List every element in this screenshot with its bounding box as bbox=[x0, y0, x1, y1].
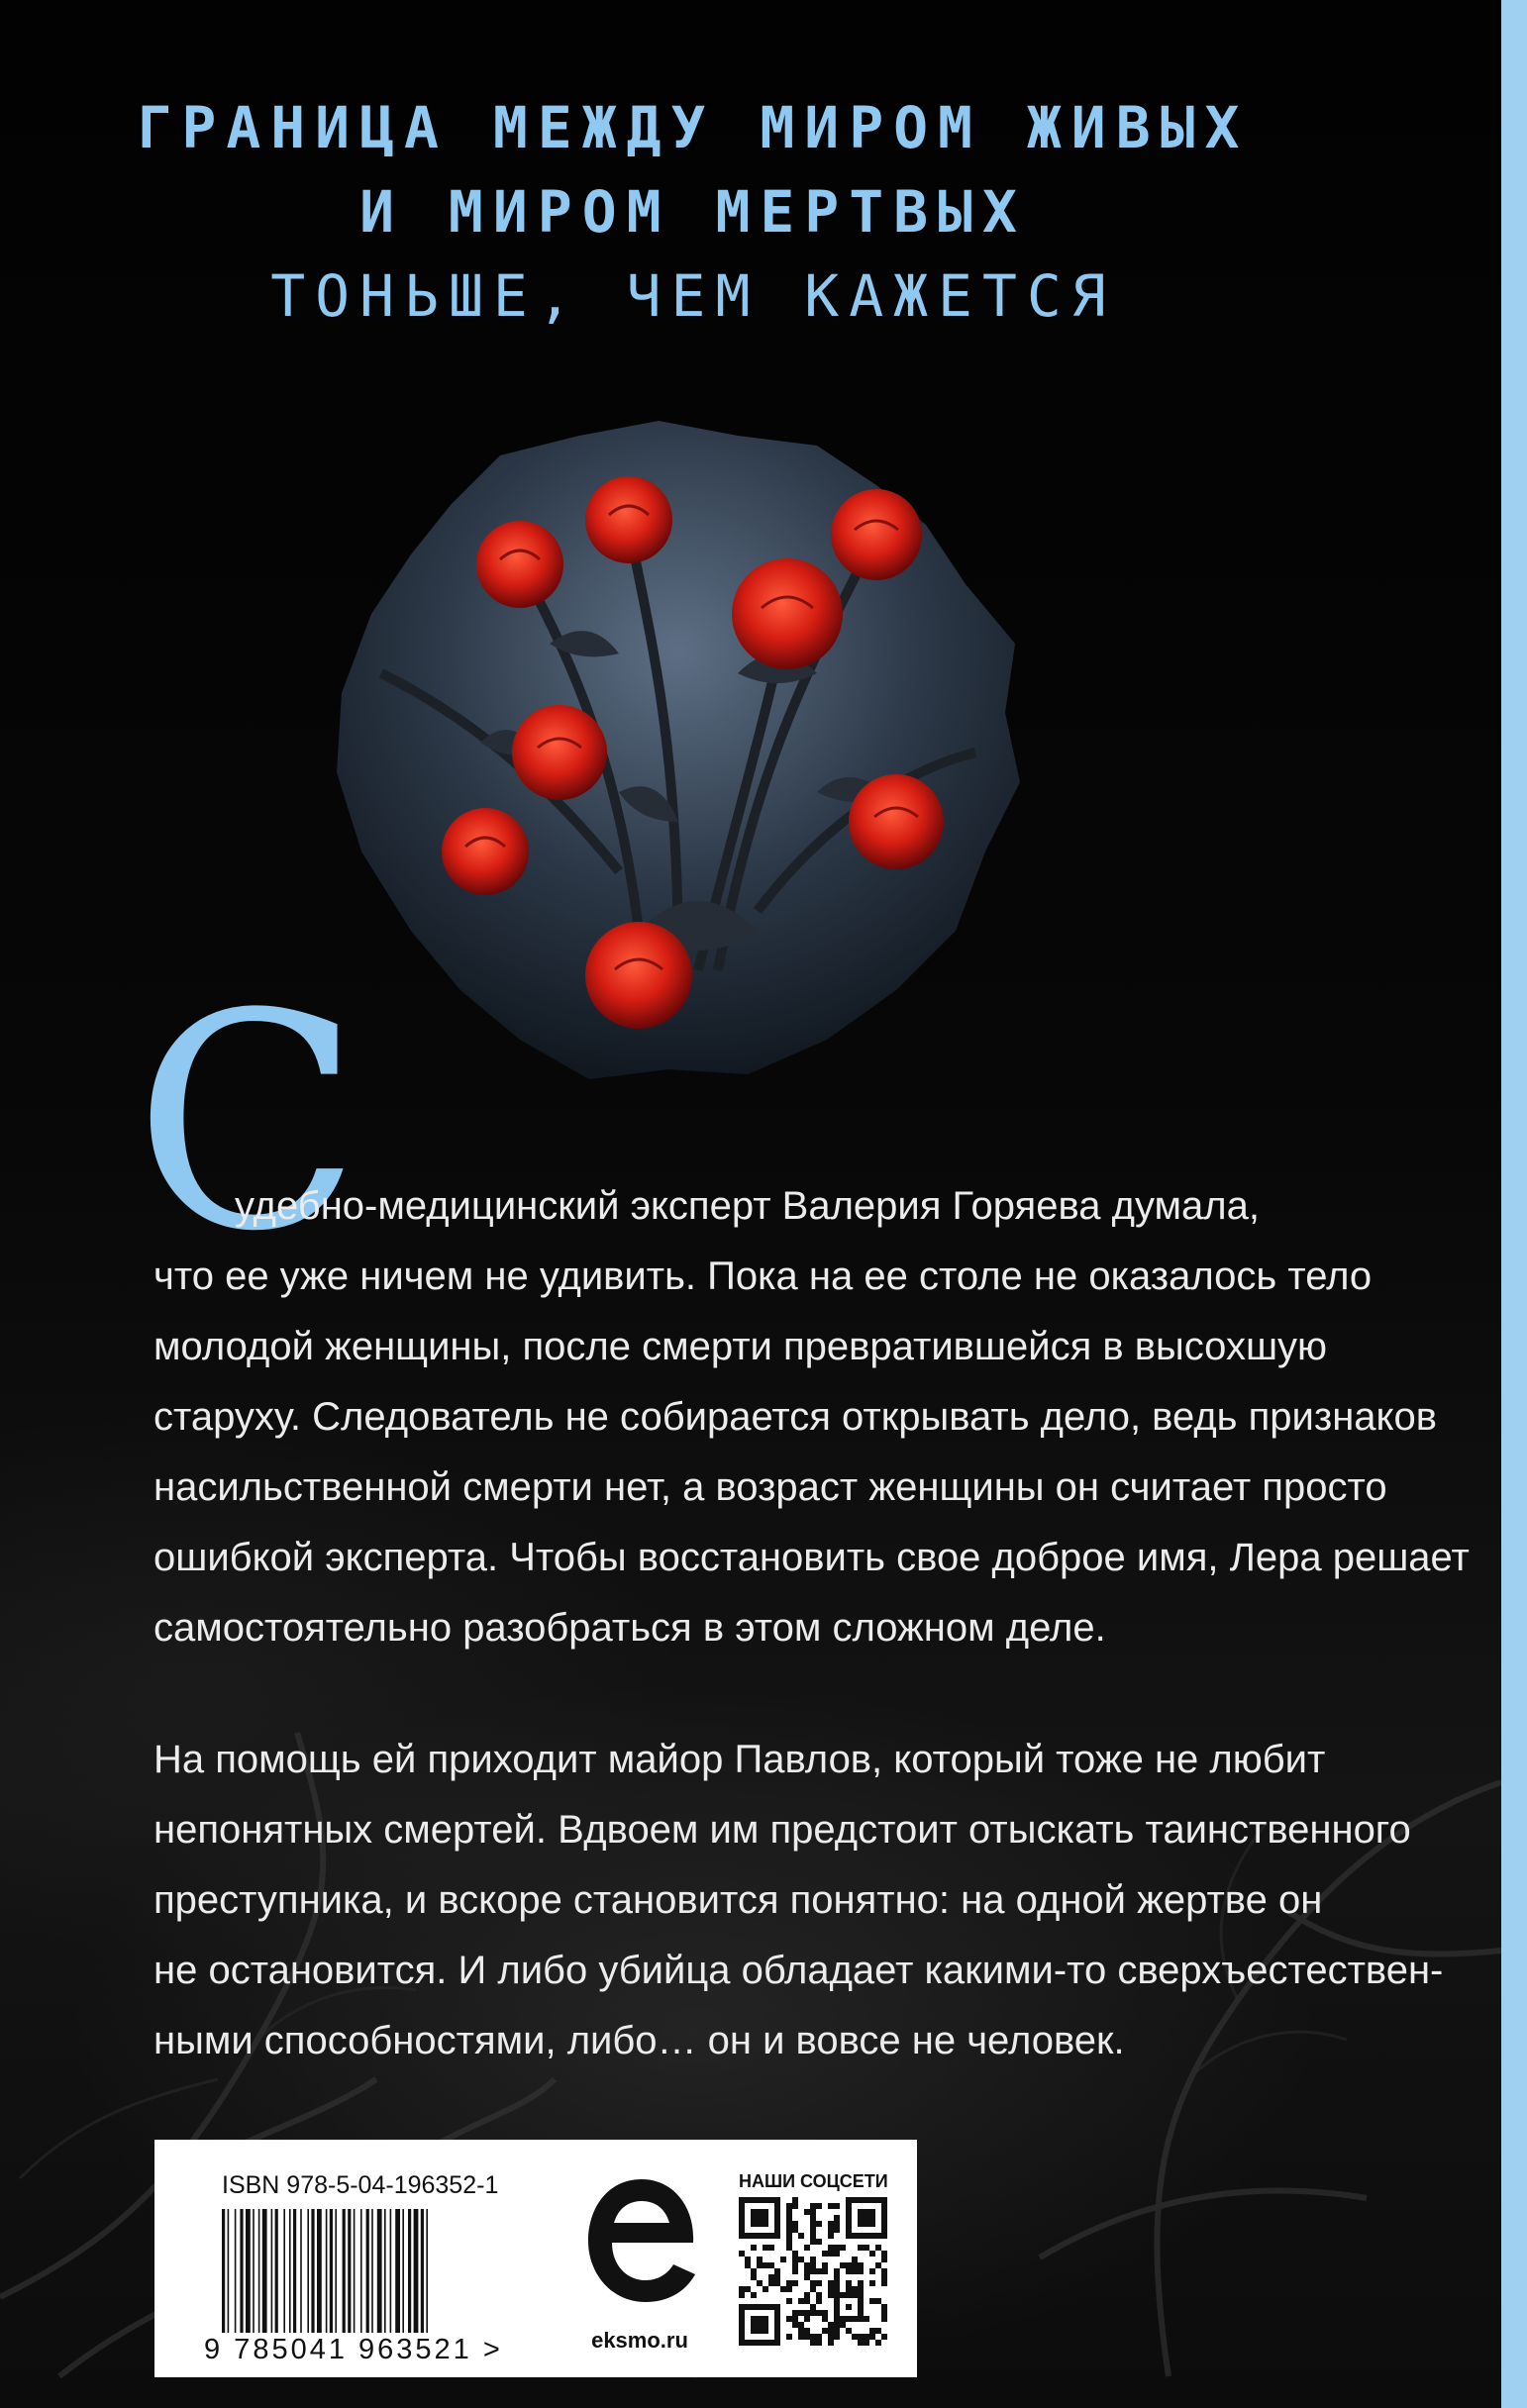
isbn-text: ISBN 978-5-04-196352-1 bbox=[222, 2171, 499, 2199]
eksmo-logo-icon bbox=[582, 2171, 701, 2310]
paragraph-line: самостоятельно разобраться в этом сложном деле. bbox=[153, 1606, 1106, 1650]
tagline-line-3: ТОНЬШЕ, ЧЕМ КАЖЕТСЯ bbox=[270, 262, 1116, 330]
roses-icon bbox=[322, 416, 1035, 1089]
tagline-line-2: И МИРОМ МЕРТВЫХ bbox=[359, 178, 1027, 246]
paragraph-line: ными способностями, либо… он и вовсе не человек. bbox=[153, 2019, 1125, 2062]
paragraph-line: удебно-медицинский эксперт Валерия Горяева думала, bbox=[235, 1184, 1260, 1228]
paragraph-line: старуху. Следователь не собирается открывать дело, ведь признаков bbox=[153, 1395, 1437, 1439]
spine-stripe bbox=[1501, 0, 1527, 2408]
social-label: НАШИ СОЦСЕТИ bbox=[739, 2171, 888, 2191]
barcode-digits: 9 785041 963521 > bbox=[204, 2334, 503, 2365]
paragraph-line: что ее уже ничем не удивить. Пока на ее столе не оказалось тело bbox=[153, 1254, 1373, 1298]
paragraph-line: преступника, и вскоре становится понятно: на одной жертве он bbox=[153, 1878, 1323, 1922]
description-paragraph-2 bbox=[153, 1725, 1444, 2076]
paragraph-line: непонятных смертей. Вдвоем им предстоит отыскать таинственного bbox=[153, 1808, 1411, 1852]
qr-code-icon[interactable] bbox=[739, 2197, 887, 2346]
publisher-site[interactable]: eksmo.ru bbox=[591, 2328, 688, 2353]
paragraph-line: не остановится. И либо убийца обладает какими-то сверхъестествен- bbox=[153, 1949, 1444, 1992]
paragraph-line: насильственной смерти нет, а возраст женщины он считает просто bbox=[153, 1465, 1387, 1509]
paragraph-line: На помощь ей приходит майор Павлов, который тоже не любит bbox=[153, 1738, 1326, 1781]
tagline-line-1: ГРАНИЦА МЕЖДУ МИРОМ ЖИВЫХ bbox=[137, 94, 1250, 161]
publisher-info-box bbox=[154, 2140, 917, 2377]
description-paragraph-1 bbox=[153, 1171, 1470, 1663]
drop-cap: С bbox=[134, 951, 361, 1296]
paragraph-line: ошибкой эксперта. Чтобы восстановить свое доброе имя, Лера решает bbox=[153, 1536, 1470, 1579]
barcode-icon bbox=[222, 2209, 509, 2333]
paragraph-line: молодой женщины, после смерти превратившейся в высохшую bbox=[153, 1325, 1328, 1368]
